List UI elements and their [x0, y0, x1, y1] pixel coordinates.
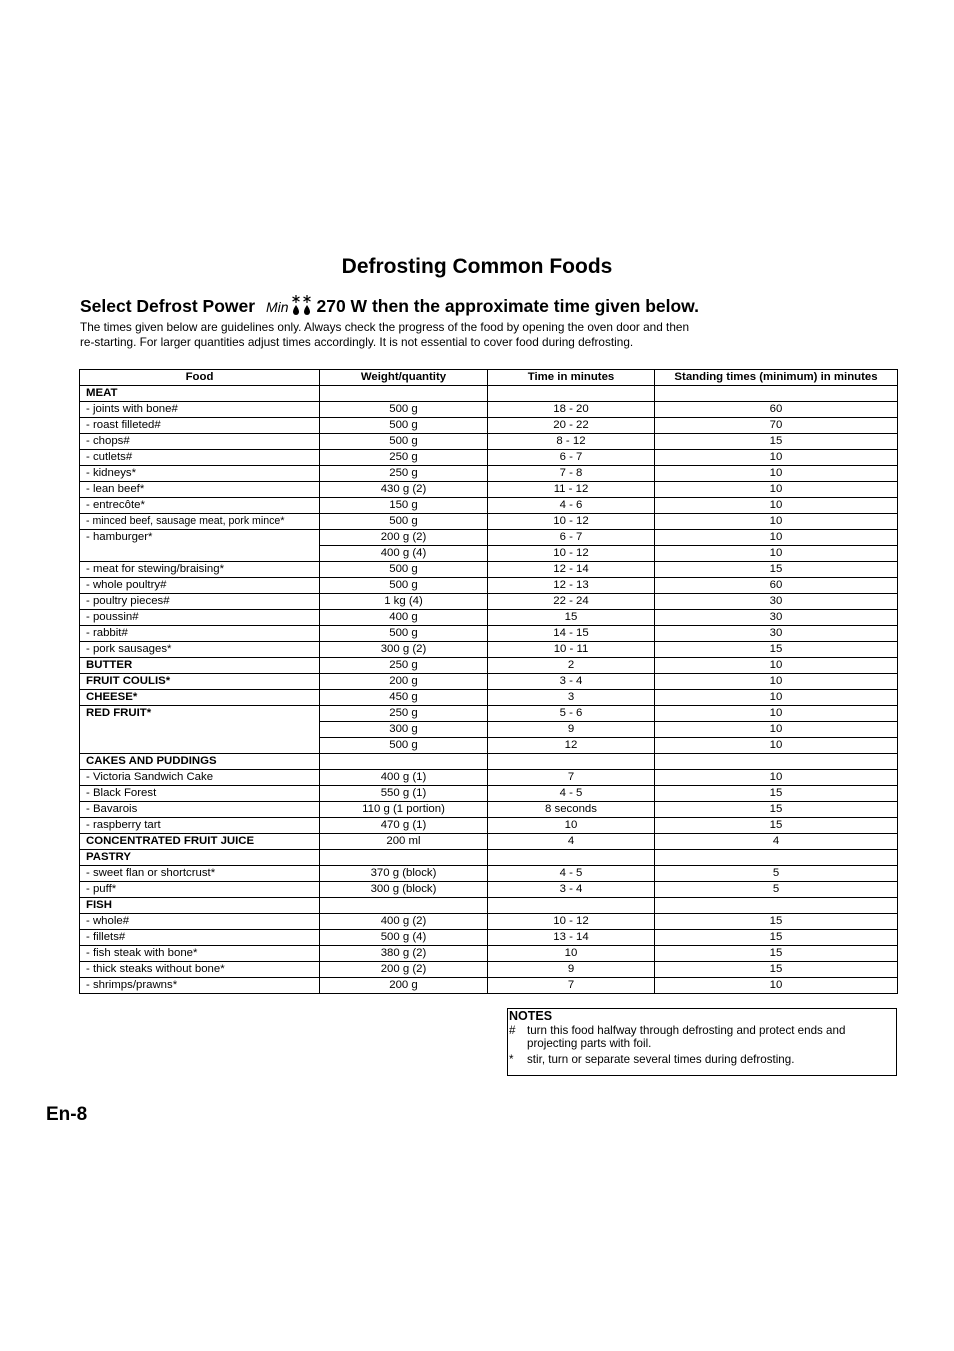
weight-cell: 150 g — [320, 498, 488, 514]
time-cell: 4 - 5 — [488, 866, 655, 882]
table-row — [80, 498, 898, 514]
weight-cell: 500 g — [320, 562, 488, 578]
time-cell — [488, 386, 655, 402]
standing-cell: 10 — [655, 498, 898, 514]
power-min-label: Min — [265, 299, 289, 315]
notes-box — [507, 1008, 897, 1076]
table-row — [80, 930, 898, 946]
food-cell: - thick steaks without bone* — [80, 962, 320, 978]
food-cell: - poultry pieces# — [80, 594, 320, 610]
food-cell: - lean beef* — [80, 482, 320, 498]
note-symbol: * — [509, 1053, 514, 1066]
food-cell: FRUIT COULIS* — [80, 674, 320, 690]
table-row — [80, 914, 898, 930]
time-cell: 20 - 22 — [488, 418, 655, 434]
weight-cell: 200 ml — [320, 834, 488, 850]
weight-cell: 250 g — [320, 466, 488, 482]
standing-cell: 10 — [655, 770, 898, 786]
standing-cell: 70 — [655, 418, 898, 434]
time-cell: 10 - 12 — [488, 514, 655, 530]
time-cell: 15 — [488, 610, 655, 626]
standing-cell: 15 — [655, 946, 898, 962]
time-cell: 11 - 12 — [488, 482, 655, 498]
standing-cell: 30 — [655, 594, 898, 610]
table-row — [80, 434, 898, 450]
intro-line-2: re-starting. For larger quantities adjust times accordingly. It is not essential to cover food during defrosting. — [80, 335, 634, 349]
standing-cell: 60 — [655, 578, 898, 594]
standing-cell: 10 — [655, 738, 898, 754]
time-cell: 8 - 12 — [488, 434, 655, 450]
standing-cell: 60 — [655, 402, 898, 418]
time-cell: 4 — [488, 834, 655, 850]
weight-cell: 200 g — [320, 674, 488, 690]
time-cell: 10 - 11 — [488, 642, 655, 658]
table-row — [80, 466, 898, 482]
header-weight: Weight/quantity — [320, 370, 488, 386]
weight-cell: 500 g (4) — [320, 930, 488, 946]
food-cell: - meat for stewing/braising* — [80, 562, 320, 578]
table-row — [80, 946, 898, 962]
time-cell: 13 - 14 — [488, 930, 655, 946]
weight-cell: 200 g (2) — [320, 530, 488, 546]
weight-cell: 500 g — [320, 434, 488, 450]
table-row — [80, 882, 898, 898]
food-cell: - hamburger* — [80, 530, 320, 562]
time-cell: 9 — [488, 962, 655, 978]
food-cell: - chops# — [80, 434, 320, 450]
time-cell: 3 — [488, 690, 655, 706]
time-cell: 3 - 4 — [488, 674, 655, 690]
standing-cell: 10 — [655, 658, 898, 674]
table-row — [80, 642, 898, 658]
time-cell: 12 - 13 — [488, 578, 655, 594]
food-cell: - raspberry tart — [80, 818, 320, 834]
standing-cell: 10 — [655, 690, 898, 706]
time-cell: 18 - 20 — [488, 402, 655, 418]
subtitle-rest: 270 W then the approximate time given below. — [316, 296, 699, 316]
weight-cell: 500 g — [320, 402, 488, 418]
food-cell: FISH — [80, 898, 320, 914]
food-cell: - fillets# — [80, 930, 320, 946]
page-number: En-8 — [46, 1104, 88, 1125]
weight-cell: 380 g (2) — [320, 946, 488, 962]
weight-cell: 500 g — [320, 418, 488, 434]
table-row — [80, 562, 898, 578]
standing-cell: 10 — [655, 674, 898, 690]
time-cell: 10 - 12 — [488, 546, 655, 562]
time-cell: 5 - 6 — [488, 706, 655, 722]
section-subtitle — [80, 294, 900, 317]
intro-line-1: The times given below are guidelines only. Always check the progress of the food by opening the oven door and then — [80, 320, 690, 334]
weight-cell: 500 g — [320, 626, 488, 642]
food-cell: - minced beef, sausage meat, pork mince* — [80, 514, 320, 530]
food-cell: - whole# — [80, 914, 320, 930]
food-cell: - sweet flan or shortcrust* — [80, 866, 320, 882]
weight-cell: 430 g (2) — [320, 482, 488, 498]
food-cell: - shrimps/prawns* — [80, 978, 320, 994]
note-text: stir, turn or separate several times during defrosting. — [527, 1053, 795, 1066]
subtitle-lead: Select Defrost Power — [80, 296, 256, 316]
defrost-table — [79, 369, 898, 994]
weight-cell: 500 g — [320, 514, 488, 530]
weight-cell: 110 g (1 portion) — [320, 802, 488, 818]
weight-cell: 250 g — [320, 706, 488, 722]
weight-cell: 250 g — [320, 658, 488, 674]
standing-cell: 5 — [655, 866, 898, 882]
weight-cell: 500 g — [320, 578, 488, 594]
standing-cell: 4 — [655, 834, 898, 850]
weight-cell — [320, 850, 488, 866]
table-row — [80, 674, 898, 690]
time-cell: 7 — [488, 770, 655, 786]
food-cell: CONCENTRATED FRUIT JUICE — [80, 834, 320, 850]
food-cell: - cutlets# — [80, 450, 320, 466]
table-row — [80, 514, 898, 530]
table-row — [80, 834, 898, 850]
standing-cell: 15 — [655, 642, 898, 658]
weight-cell — [320, 754, 488, 770]
time-cell: 4 - 5 — [488, 786, 655, 802]
intro-text — [80, 320, 780, 350]
weight-cell: 300 g — [320, 722, 488, 738]
table-row — [80, 898, 898, 914]
time-cell — [488, 850, 655, 866]
standing-cell: 15 — [655, 802, 898, 818]
time-cell — [488, 898, 655, 914]
table-row — [80, 690, 898, 706]
time-cell: 10 - 12 — [488, 914, 655, 930]
weight-cell: 400 g (1) — [320, 770, 488, 786]
food-cell: - joints with bone# — [80, 402, 320, 418]
note-item — [509, 1053, 896, 1066]
time-cell: 4 - 6 — [488, 498, 655, 514]
time-cell: 12 — [488, 738, 655, 754]
table-row — [80, 594, 898, 610]
food-cell: - Bavarois — [80, 802, 320, 818]
standing-cell: 15 — [655, 962, 898, 978]
weight-cell: 250 g — [320, 450, 488, 466]
food-cell: - entrecôte* — [80, 498, 320, 514]
table-row — [80, 770, 898, 786]
standing-cell: 15 — [655, 786, 898, 802]
weight-cell: 300 g (block) — [320, 882, 488, 898]
table-row — [80, 818, 898, 834]
standing-cell: 10 — [655, 466, 898, 482]
weight-cell: 200 g (2) — [320, 962, 488, 978]
weight-cell: 1 kg (4) — [320, 594, 488, 610]
food-cell: - whole poultry# — [80, 578, 320, 594]
table-row — [80, 626, 898, 642]
time-cell: 9 — [488, 722, 655, 738]
table-row — [80, 402, 898, 418]
header-standing: Standing times (minimum) in minutes — [655, 370, 898, 386]
table-row — [80, 962, 898, 978]
standing-cell: 10 — [655, 514, 898, 530]
standing-cell: 30 — [655, 610, 898, 626]
food-cell: - fish steak with bone* — [80, 946, 320, 962]
time-cell: 10 — [488, 946, 655, 962]
table-row — [80, 482, 898, 498]
table-row — [80, 802, 898, 818]
table-row — [80, 530, 898, 546]
time-cell: 6 - 7 — [488, 450, 655, 466]
table-row — [80, 658, 898, 674]
weight-cell: 550 g (1) — [320, 786, 488, 802]
food-cell: - poussin# — [80, 610, 320, 626]
time-cell: 22 - 24 — [488, 594, 655, 610]
weight-cell: 470 g (1) — [320, 818, 488, 834]
table-row — [80, 978, 898, 994]
time-cell — [488, 754, 655, 770]
standing-cell: 30 — [655, 626, 898, 642]
standing-cell: 15 — [655, 914, 898, 930]
weight-cell: 400 g (4) — [320, 546, 488, 562]
weight-cell: 300 g (2) — [320, 642, 488, 658]
standing-cell: 5 — [655, 882, 898, 898]
time-cell: 12 - 14 — [488, 562, 655, 578]
notes-heading: NOTES — [509, 1009, 553, 1023]
standing-cell: 10 — [655, 706, 898, 722]
weight-cell: 370 g (block) — [320, 866, 488, 882]
weight-cell — [320, 898, 488, 914]
note-text: turn this food halfway through defrosting and protect ends and projecting parts with foil. — [527, 1024, 846, 1050]
standing-cell — [655, 754, 898, 770]
page-title: Defrosting Common Foods — [341, 255, 613, 278]
time-cell: 2 — [488, 658, 655, 674]
time-cell: 3 - 4 — [488, 882, 655, 898]
note-symbol: # — [509, 1024, 516, 1037]
table-row — [80, 386, 898, 402]
standing-cell: 10 — [655, 978, 898, 994]
standing-cell: 15 — [655, 562, 898, 578]
food-cell: BUTTER — [80, 658, 320, 674]
note-item — [509, 1024, 896, 1050]
standing-cell — [655, 898, 898, 914]
time-cell: 7 - 8 — [488, 466, 655, 482]
standing-cell: 10 — [655, 450, 898, 466]
weight-cell: 400 g (2) — [320, 914, 488, 930]
time-cell: 10 — [488, 818, 655, 834]
table-row — [80, 578, 898, 594]
weight-cell: 500 g — [320, 738, 488, 754]
standing-cell: 10 — [655, 546, 898, 562]
time-cell: 6 - 7 — [488, 530, 655, 546]
weight-cell: 400 g — [320, 610, 488, 626]
table-row — [80, 610, 898, 626]
standing-cell: 15 — [655, 434, 898, 450]
standing-cell — [655, 850, 898, 866]
time-cell: 7 — [488, 978, 655, 994]
table-row — [80, 866, 898, 882]
table-body — [80, 386, 898, 994]
standing-cell: 10 — [655, 482, 898, 498]
food-cell: RED FRUIT* — [80, 706, 320, 754]
time-cell: 8 seconds — [488, 802, 655, 818]
standing-cell: 15 — [655, 818, 898, 834]
weight-cell: 450 g — [320, 690, 488, 706]
standing-cell: 15 — [655, 930, 898, 946]
header-food: Food — [80, 370, 320, 386]
food-cell: - rabbit# — [80, 626, 320, 642]
food-cell: CAKES AND PUDDINGS — [80, 754, 320, 770]
food-cell: PASTRY — [80, 850, 320, 866]
weight-cell — [320, 386, 488, 402]
table-row — [80, 450, 898, 466]
standing-cell: 10 — [655, 530, 898, 546]
food-cell: - roast filleted# — [80, 418, 320, 434]
food-cell: CHEESE* — [80, 690, 320, 706]
time-cell: 14 - 15 — [488, 626, 655, 642]
food-cell: - kidneys* — [80, 466, 320, 482]
table-row — [80, 754, 898, 770]
weight-cell: 200 g — [320, 978, 488, 994]
table-row — [80, 850, 898, 866]
food-cell: - Black Forest — [80, 786, 320, 802]
standing-cell: 10 — [655, 722, 898, 738]
header-time: Time in minutes — [488, 370, 655, 386]
food-cell: - puff* — [80, 882, 320, 898]
defrost-snowflake-drops-icon — [291, 294, 313, 316]
table-row — [80, 786, 898, 802]
table-row — [80, 706, 898, 722]
table-header-row — [80, 370, 898, 386]
food-cell: MEAT — [80, 386, 320, 402]
food-cell: - Victoria Sandwich Cake — [80, 770, 320, 786]
table-row — [80, 418, 898, 434]
standing-cell — [655, 386, 898, 402]
food-cell: - pork sausages* — [80, 642, 320, 658]
